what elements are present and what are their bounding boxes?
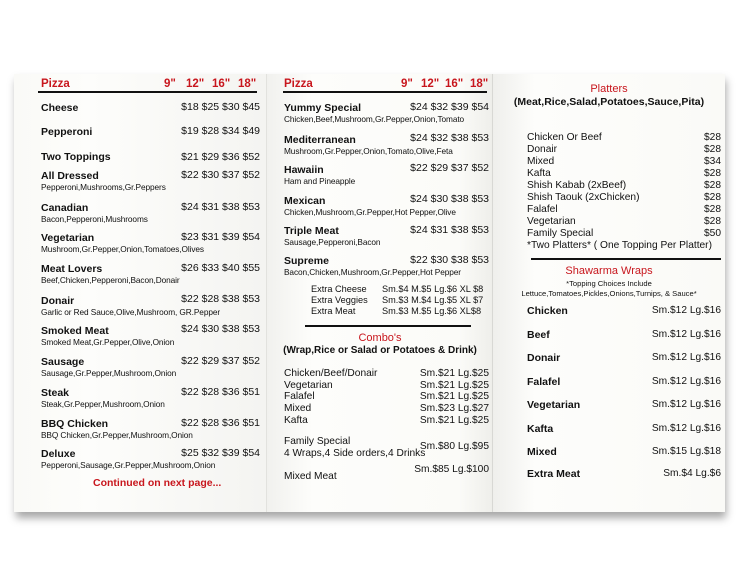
panel-pizza-2: [266, 74, 493, 512]
panel-platters-wraps: [492, 74, 725, 512]
combo-prices: Sm.$23 Lg.$27: [419, 403, 489, 414]
combo-prices: Sm.$21 Lg.$25: [419, 368, 489, 379]
item-desc: Bacon,Chicken,Mushroom,Gr.Pepper,Hot Pepper: [284, 267, 461, 277]
item-prices: $22 $30 $38 $53: [410, 254, 489, 266]
item-name: Canadian: [41, 202, 89, 214]
platter-name: Chicken Or Beef: [527, 132, 602, 143]
wrap-name: Extra Meat: [527, 468, 581, 480]
item-desc: Chicken,Beef,Mushroom,Gr.Pepper,Onion,Tomato: [284, 114, 465, 124]
family-special-name: Family Special: [284, 436, 351, 447]
combo-name: Falafel: [284, 391, 315, 402]
item-prices: $22 $30 $37 $52: [181, 169, 260, 181]
size-12: 12": [421, 78, 440, 90]
item-desc: Mushroom,Gr.Pepper,Onion,Tomatoes,Olives: [41, 244, 204, 254]
mixed-meat-prices: Sm.$85 Lg.$100: [414, 464, 489, 475]
extra-name: Extra Cheese: [311, 284, 367, 294]
item-prices: $19 $28 $34 $49: [181, 125, 260, 137]
item-desc: Steak,Gr.Pepper,Mushroom,Onion: [41, 399, 165, 409]
extra-prices: Sm.$3 M.$5 Lg.$6 XL$8: [382, 306, 482, 316]
size-18: 18": [470, 78, 489, 90]
item-desc: Pepperoni,Mushrooms,Gr.Peppers: [41, 182, 166, 192]
platter-price: $34: [704, 156, 721, 167]
platter-price: $28: [704, 204, 721, 215]
wrap-name: Donair: [527, 352, 561, 364]
wrap-name: Mixed: [527, 446, 557, 458]
platters-title: Platters: [590, 83, 628, 95]
wrap-name: Chicken: [527, 305, 568, 317]
item-desc: Garlic or Red Sauce,Olive,Mushroom, GR.Pepper: [41, 307, 221, 317]
item-name: Two Toppings: [41, 151, 111, 163]
item-name: Supreme: [284, 255, 329, 267]
wraps-title: Shawarma Wraps: [565, 265, 653, 277]
item-prices: $18 $25 $30 $45: [181, 101, 260, 113]
item-prices: $24 $31 $38 $53: [410, 224, 489, 236]
item-name: Pepperoni: [41, 126, 93, 138]
item-prices: $26 $33 $40 $55: [181, 262, 260, 274]
item-name: Steak: [41, 387, 70, 399]
item-prices: $24 $31 $38 $53: [181, 201, 260, 213]
platter-price: $28: [704, 132, 721, 143]
item-desc: Chicken,Mushroom,Gr.Pepper,Hot Pepper,Olive: [284, 207, 456, 217]
platter-name: Kafta: [527, 168, 551, 179]
size-9: 9": [164, 78, 176, 90]
item-name: BBQ Chicken: [41, 418, 109, 430]
combo-name: Chicken/Beef/Donair: [284, 368, 378, 379]
platter-name: Family Special: [527, 228, 594, 239]
item-prices: $22 $28 $38 $53: [181, 293, 260, 305]
extra-prices: Sm.$4 M.$5 Lg.$6 XL $8: [382, 284, 484, 294]
wrap-prices: Sm.$12 Lg.$16: [651, 305, 721, 316]
item-desc: Pepperoni,Sausage,Gr.Pepper,Mushroom,Onion: [41, 460, 216, 470]
item-prices: $22 $29 $37 $52: [181, 355, 260, 367]
extra-name: Extra Veggies: [311, 295, 368, 305]
item-desc: Beef,Chicken,Pepperoni,Bacon,Donair: [41, 275, 180, 285]
wrap-name: Kafta: [527, 423, 554, 435]
platter-price: $28: [704, 216, 721, 227]
extra-prices: Sm.$3 M.$4 Lg.$5 XL $7: [382, 295, 484, 305]
platter-name: Shish Taouk (2xChicken): [527, 192, 640, 203]
combos-subtitle: (Wrap,Rice or Salad or Potatoes & Drink): [283, 345, 477, 356]
item-prices: $23 $31 $39 $54: [181, 231, 260, 243]
item-name: Smoked Meat: [41, 325, 109, 337]
header-rule: [283, 91, 487, 93]
size-12: 12": [186, 78, 205, 90]
wrap-prices: Sm.$12 Lg.$16: [651, 352, 721, 363]
item-name: Meat Lovers: [41, 263, 103, 275]
wrap-prices: Sm.$12 Lg.$16: [651, 399, 721, 410]
size-16: 16": [212, 78, 231, 90]
combo-prices: Sm.$21 Lg.$25: [419, 391, 489, 402]
item-desc: Bacon,Pepperoni,Mushrooms: [41, 214, 148, 224]
platter-price: $28: [704, 144, 721, 155]
item-desc: Smoked Meat,Gr.Pepper,Olive,Onion: [41, 337, 175, 347]
wrap-prices: Sm.$12 Lg.$16: [651, 376, 721, 387]
item-name: Yummy Special: [284, 102, 362, 114]
header-rule: [38, 91, 257, 93]
continued-note: Continued on next page...: [93, 477, 222, 489]
item-prices: $24 $32 $39 $54: [410, 101, 489, 113]
platter-price: $50: [704, 228, 721, 239]
wraps-note-2: Lettuce,Tomatoes,Pickles,Onions,Turnips, & Sauce*: [521, 289, 697, 298]
wraps-rule: [531, 258, 721, 260]
item-name: Triple Meat: [284, 225, 339, 237]
item-prices: $24 $30 $38 $53: [181, 323, 260, 335]
item-prices: $21 $29 $36 $52: [181, 151, 260, 163]
pizza-header-title: Pizza: [284, 78, 313, 90]
platters-subtitle: (Meat,Rice,Salad,Potatoes,Sauce,Pita): [513, 96, 705, 108]
combo-rule: [305, 325, 471, 327]
platter-price: $28: [704, 168, 721, 179]
family-special-prices: Sm.$80 Lg.$95: [419, 441, 489, 452]
item-desc: Sausage,Pepperoni,Bacon: [284, 237, 381, 247]
platter-name: Vegetarian: [527, 216, 576, 227]
menu-sheet: [14, 74, 724, 512]
item-prices: $24 $30 $38 $53: [410, 193, 489, 205]
platter-name: Donair: [527, 144, 558, 155]
item-name: Sausage: [41, 356, 85, 368]
wrap-name: Beef: [527, 329, 550, 341]
item-name: Cheese: [41, 102, 79, 114]
item-desc: Sausage,Gr.Pepper,Mushroom,Onion: [41, 368, 177, 378]
item-prices: $22 $28 $36 $51: [181, 417, 260, 429]
panel-pizza-1: [14, 74, 266, 512]
combo-name: Vegetarian: [284, 380, 333, 391]
combo-prices: Sm.$21 Lg.$25: [419, 380, 489, 391]
item-name: Hawaiin: [284, 164, 324, 176]
size-18: 18": [238, 78, 257, 90]
wrap-prices: Sm.$15 Lg.$18: [651, 446, 721, 457]
wrap-prices: Sm.$12 Lg.$16: [651, 423, 721, 434]
wrap-name: Falafel: [527, 376, 561, 388]
wraps-note-1: *Topping Choices Include: [566, 279, 652, 288]
item-name: All Dressed: [41, 170, 99, 182]
item-prices: $22 $29 $37 $52: [410, 162, 489, 174]
size-16: 16": [445, 78, 464, 90]
combo-prices: Sm.$21 Lg.$25: [419, 415, 489, 426]
item-name: Mediterranean: [284, 134, 356, 146]
pizza-header-title: Pizza: [41, 78, 70, 90]
item-name: Deluxe: [41, 448, 76, 460]
item-desc: BBQ Chicken,Gr.Pepper,Mushroom,Onion: [41, 430, 193, 440]
item-prices: $22 $28 $36 $51: [181, 386, 260, 398]
item-name: Donair: [41, 295, 75, 307]
combo-name: Mixed: [284, 403, 312, 414]
combo-name: Kafta: [284, 415, 308, 426]
platter-price: $28: [704, 192, 721, 203]
platter-name: Falafel: [527, 204, 558, 215]
item-name: Vegetarian: [41, 232, 95, 244]
item-name: Mexican: [284, 195, 326, 207]
item-desc: Ham and Pineapple: [284, 176, 356, 186]
combos-title: Combo's: [358, 332, 402, 344]
platter-note: *Two Platters* ( One Topping Per Platter): [527, 240, 712, 251]
platter-name: Mixed: [527, 156, 555, 167]
size-9: 9": [401, 78, 413, 90]
platter-price: $28: [704, 180, 721, 191]
item-prices: $24 $32 $38 $53: [410, 132, 489, 144]
extra-name: Extra Meat: [311, 306, 356, 316]
mixed-meat-name: Mixed Meat: [284, 471, 337, 482]
platter-name: Shish Kabab (2xBeef): [527, 180, 627, 191]
family-special-desc: 4 Wraps,4 Side orders,4 Drinks: [284, 448, 426, 459]
wrap-prices: Sm.$12 Lg.$16: [651, 329, 721, 340]
wrap-name: Vegetarian: [527, 399, 581, 411]
item-desc: Mushroom,Gr.Pepper,Onion,Tomato,Olive,Feta: [284, 146, 453, 156]
item-prices: $25 $32 $39 $54: [181, 447, 260, 459]
wrap-prices: Sm.$4 Lg.$6: [663, 468, 721, 479]
